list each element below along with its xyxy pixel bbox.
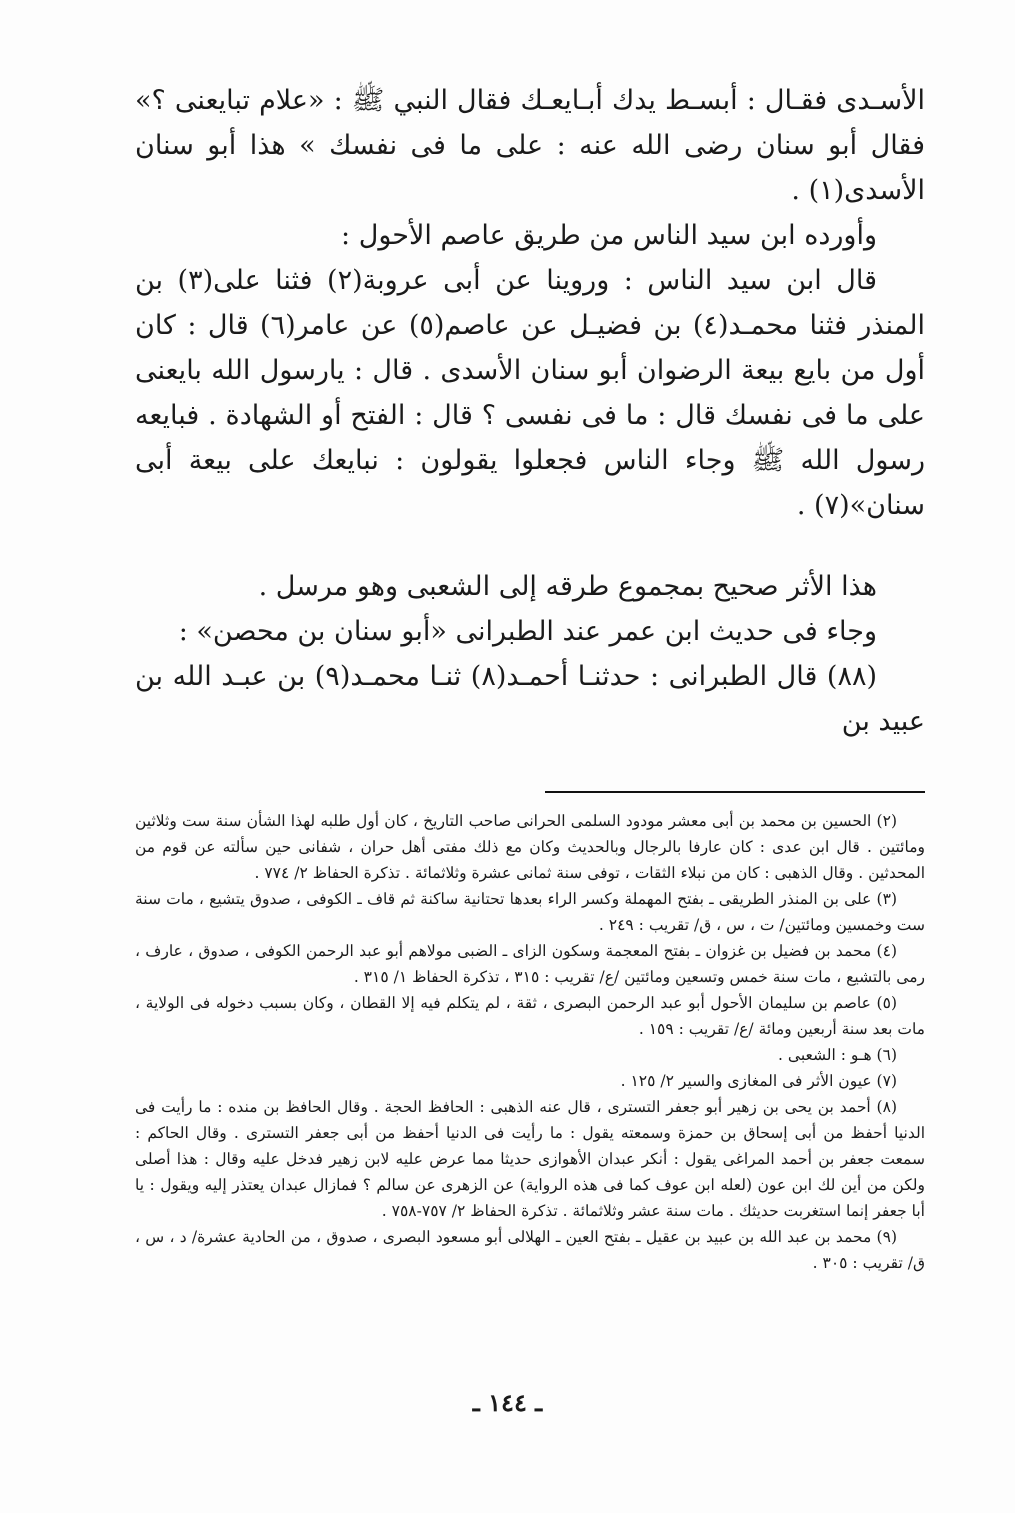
- footnote: (٣) على بن المنذر الطريقى ـ بفتح المهملة وكسر الراء بعدها تحتانية ساكنة ثم قاف ـ الكوفى ، صدوق يتشيع ، مات سنة ست وخمسين ومائتين/ ت ، س ، ق/ تقريب : ٢٤٩ .: [135, 890, 925, 934]
- footnote: (٤) محمد بن فضيل بن غزوان ـ بفتح المعجمة وسكون الزاى ـ الضبى مولاهم أبو عبد الرحمن الكوفى ، صدوق ، عارف ، رمى بالتشيع ، مات سنة خمس وتسعين ومائتين /ع/ تقريب : ٣١٥ ، تذكرة الحفاظ ١/ ٣١٥ .: [135, 942, 925, 986]
- main-paragraph: هذا الأثر صحيح بمجموع طرقه إلى الشعبى وهو مرسل .: [258, 571, 877, 602]
- page-number: ـ ١٤٤ ـ: [472, 1388, 543, 1417]
- main-text-block: [135, 78, 925, 744]
- main-paragraph: (٨٨) قال الطبرانى : حدثنـا أحمـد(٨) ثنـا محمـد(٩) بن عبـد الله بن عبيد بن: [135, 661, 925, 737]
- footnote-divider: [545, 791, 925, 793]
- main-paragraph: الأسـدى فقـال : أبسـط يدك أبـايعـك فقال النبي ﷺ : «علام تبايعنى ؟» فقال أبو سنان رضى الله عنه : على ما فى نفسك » هذا أبو سنان الأسدى(١) .: [135, 85, 925, 206]
- main-paragraph: وجاء فى حديث ابن عمر عند الطبرانى «أبو سنان بن محصن» :: [178, 616, 877, 647]
- main-paragraph: قال ابن سيد الناس : وروينا عن أبى عروبة(٢) فثنا على(٣) بن المنذر فثنا محمـد(٤) بن فضيـل عن عاصم(٥) عن عامر(٦) قال : كان أول من بايع بيعة الرضوان أبو سنان الأسدى . قال : يارسول الله بايعنى على ما فى نفسك قال : ما فى نفسى ؟ قال : الفتح أو الشهادة . فبايعه رسول الله ﷺ وجاء الناس فجعلوا يقولون : نبايعك على بيعة أبى سنان»(٧) .: [135, 265, 926, 521]
- footnote: (٩) محمد بن عبد الله بن عبيد بن عقيل ـ بفتح العين ـ الهلالى أبو مسعود البصرى ، صدوق ، من الحادية عشرة/ د ، س ، ق/ تقريب : ٣٠٥ .: [135, 1228, 925, 1272]
- footnote: (٢) الحسين بن محمد بن أبى معشر مودود السلمى الحرانى صاحب التاريخ ، كان أول طلبه لهذا الشأن سنة ست وثلاثين ومائتين . قال ابن عدى : كان عارفا بالرجال وبالحديث وكان مع ذلك مفتى أهل حران ، شفانى حين سألته عن قوم من المحدثين . وقال الذهبى : كان من نبلاء الثقات ، توفى سنة ثمانى عشرة وثلاثمائة . تذكرة الحفاظ ٢/ ٧٧٤ .: [135, 812, 925, 882]
- main-paragraph: وأورده ابن سيد الناس من طريق عاصم الأحول :: [341, 220, 877, 251]
- footnote: (٨) أحمد بن يحى بن زهير أبو جعفر التسترى ، قال عنه الذهبى : الحافظ الحجة . وقال الحافظ بن منده : ما رأيت فى الدنيا أحفظ من أبى إسحاق بن حمزة وسمعته يقول : ما رأيت فى الدنيا أحفظ من أبى جعفر التسترى . وقال الحاكم : سمعت جعفر بن أحمد المراغى يقول : أنكر عبدان الأهوازى حديثا مما عرض عليه لابن زهير فدخل عليه وقال : هذا أصلى ولكن من أين لك ابن عون (لعله ابن عوف كما فى هذه الرواية) عن الزهرى عن سالم ؟ فمازال عبدان يعتذر إليه ويقول : يا أبا جعفر إنما استغربت حديثك . مات سنة عشر وثلاثمائة . تذكرة الحفاظ ٢/ ٧٥٧-٧٥٨ .: [135, 1098, 925, 1220]
- footnotes-block: [135, 808, 925, 1276]
- footnote: (٥) عاصم بن سليمان الأحول أبو عبد الرحمن البصرى ، ثقة ، لم يتكلم فيه إلا القطان ، وكان بسبب دخوله فى الولاية ، مات بعد سنة أربعين ومائة /ع/ تقريب : ١٥٩ .: [135, 994, 925, 1038]
- footnote: (٦) هـو : الشعبى .: [778, 1046, 897, 1064]
- footnote: (٧) عيون الأثر فى المغازى والسير ٢/ ١٢٥ .: [620, 1072, 897, 1090]
